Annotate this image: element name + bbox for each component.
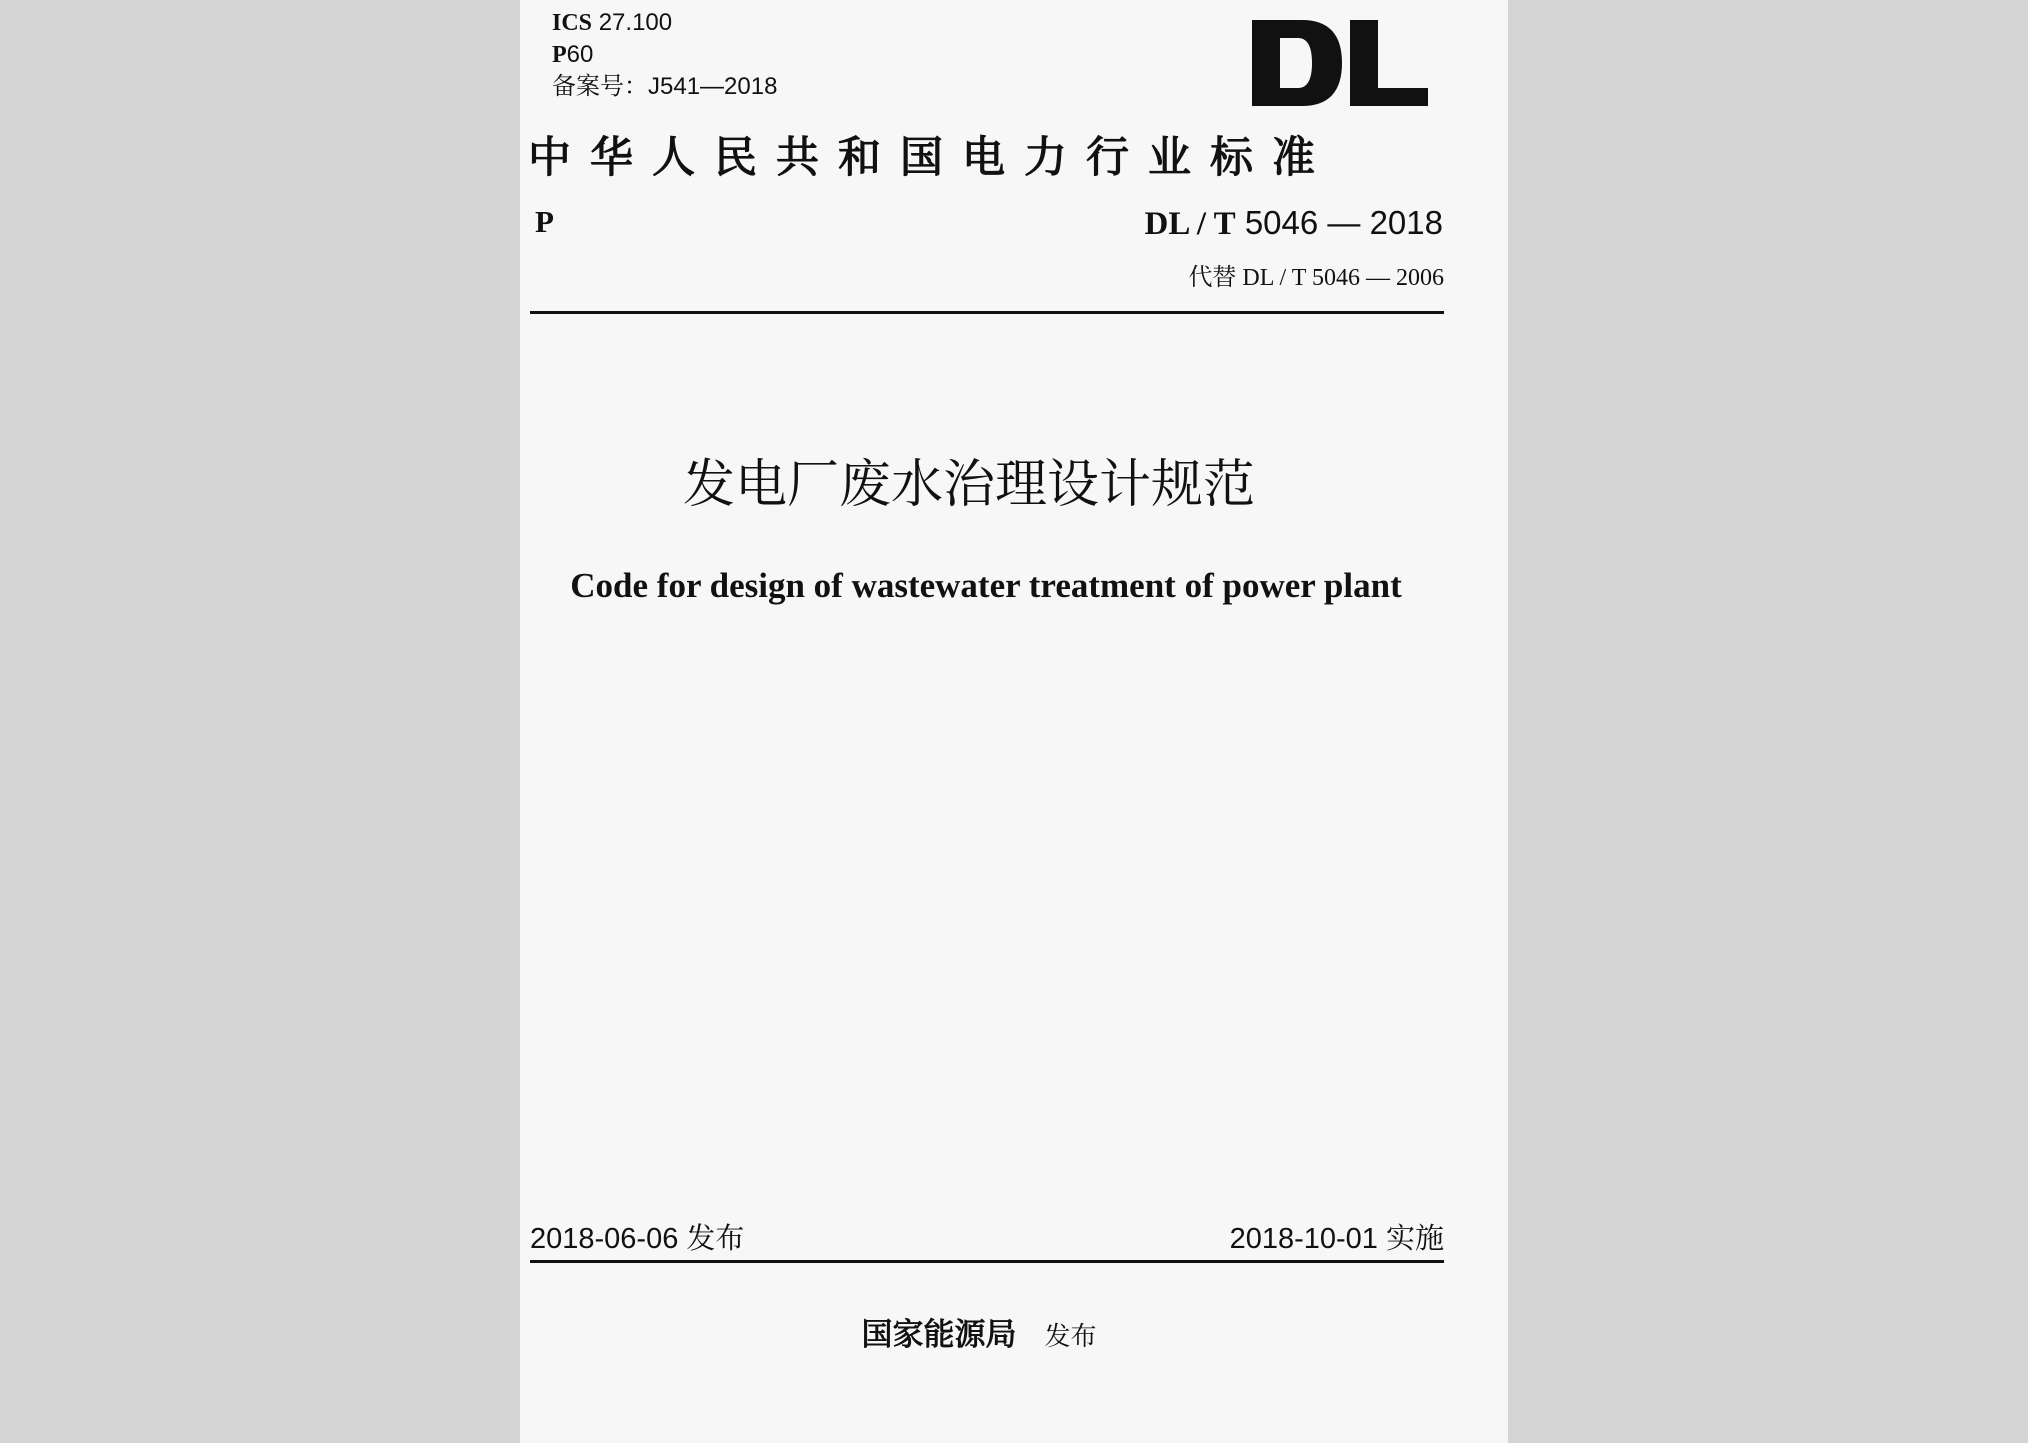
replaces-standard: 代替 DL / T 5046 — 2006 (1188, 265, 1444, 291)
publisher-name: 国家能源局 (861, 1317, 1017, 1353)
category-letter: P (535, 204, 554, 239)
industry-standard-title: 中华人民共和国电力行业标准 (528, 133, 1334, 183)
publisher-line (520, 1315, 1508, 1357)
header-divider (530, 311, 1444, 314)
title-chinese: 发电厂废水治理设计规范 (682, 455, 1255, 515)
ics-value: 27.100 (598, 9, 673, 36)
logo-letter-l (1350, 20, 1428, 106)
title-english: Code for design of wastewater treatment of power plant (570, 566, 1402, 605)
standard-number (1145, 204, 1443, 243)
dl-logo (1250, 18, 1430, 108)
ccs-code (552, 40, 593, 70)
implement-date-label: 实施 (1385, 1221, 1444, 1255)
publisher-suffix: 发布 (1044, 1322, 1097, 1352)
ccs-label: P (552, 42, 567, 68)
document-page (520, 0, 1508, 1443)
issue-date-value: 2018-06-06 (530, 1223, 679, 1255)
ics-code (552, 8, 672, 38)
standard-number-prefix: DL / T (1144, 206, 1236, 242)
issue-date-label: 发布 (686, 1221, 745, 1255)
record-value: J541—2018 (648, 73, 778, 100)
issue-date (530, 1220, 744, 1257)
record-label: 备案号： (552, 73, 648, 100)
record-number (552, 72, 777, 102)
footer-divider (530, 1260, 1444, 1263)
standard-number-value: 5046 — 2018 (1244, 204, 1443, 241)
implement-date-value: 2018-10-01 (1229, 1223, 1378, 1255)
implement-date (1230, 1220, 1444, 1257)
ics-label: ICS (552, 10, 593, 36)
ccs-value: 60 (566, 41, 594, 68)
logo-letter-d (1252, 20, 1342, 106)
